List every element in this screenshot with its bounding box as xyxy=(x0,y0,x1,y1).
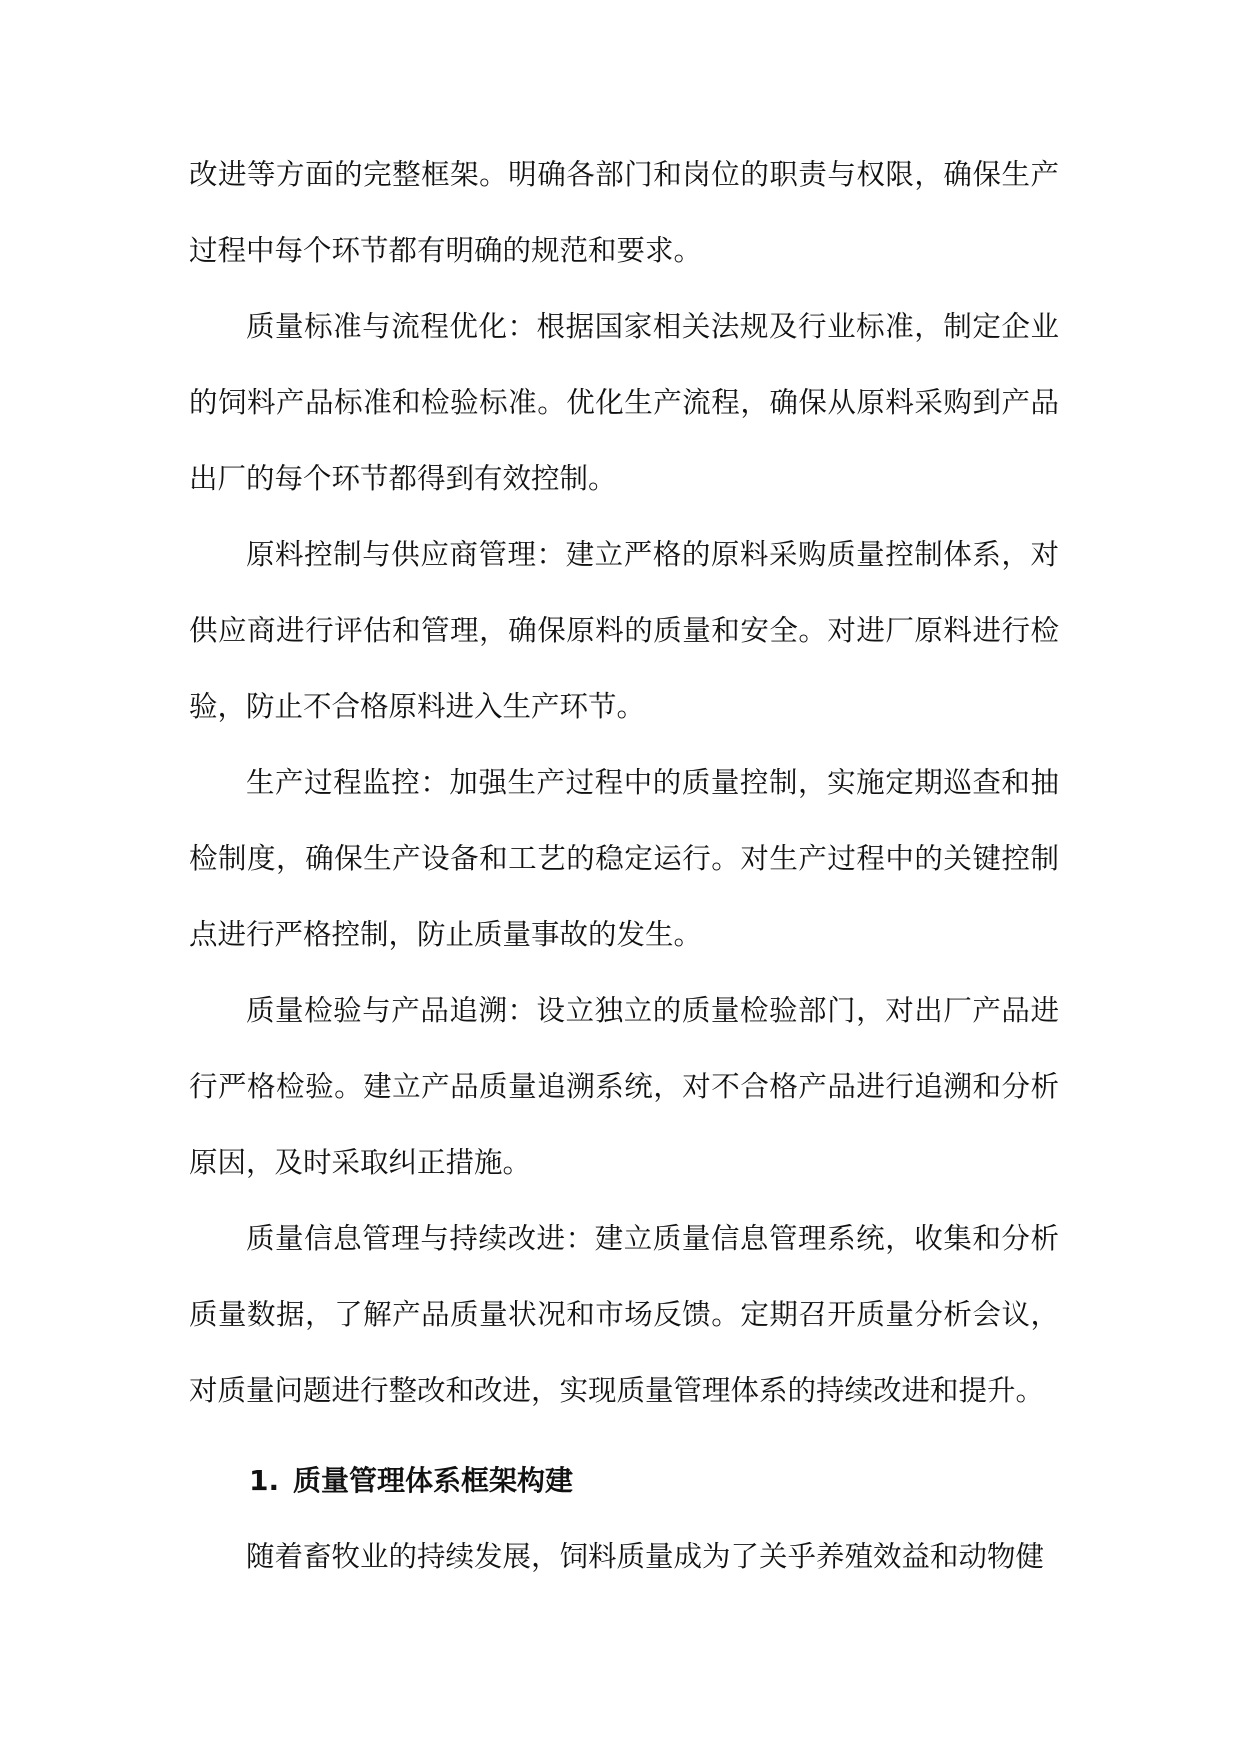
paragraph-quality-standards: 质量标准与流程优化：根据国家相关法规及行业标准，制定企业的饲料产品标准和检验标准。优化生产流程，确保从原料采购到产品出厂的每个环节都得到有效控制。 xyxy=(189,310,1059,495)
paragraph-information-management: 质量信息管理与持续改进：建立质量信息管理系统，收集和分析质量数据，了解产品质量状况和市场反馈。定期召开质量分析会议，对质量问题进行整改和改进，实现质量管理体系的持续改进和提升。 xyxy=(189,1222,1059,1407)
section-heading xyxy=(189,1443,1059,1519)
paragraph-section-intro: 随着畜牧业的持续发展，饲料质量成为了关乎养殖效益和动物健 xyxy=(246,1540,1045,1573)
paragraph-framework-continuation: 改进等方面的完整框架。明确各部门和岗位的职责与权限，确保生产过程中每个环节都有明确的规范和要求。 xyxy=(189,158,1059,267)
paragraph-production-monitoring: 生产过程监控：加强生产过程中的质量控制，实施定期巡查和抽检制度，确保生产设备和工艺的稳定运行。对生产过程中的关键控制点进行严格控制，防止质量事故的发生。 xyxy=(189,766,1059,951)
paragraph-inspection-traceability: 质量检验与产品追溯：设立独立的质量检验部门，对出厂产品进行严格检验。建立产品质量追溯系统，对不合格产品进行追溯和分析原因，及时采取纠正措施。 xyxy=(189,994,1059,1179)
section-number: 1. xyxy=(249,1464,280,1497)
document-page xyxy=(189,137,1059,1595)
section-title: 质量管理体系框架构建 xyxy=(293,1464,574,1497)
paragraph-raw-material-control: 原料控制与供应商管理：建立严格的原料采购质量控制体系，对供应商进行评估和管理，确保原料的质量和安全。对进厂原料进行检验，防止不合格原料进入生产环节。 xyxy=(189,538,1059,723)
